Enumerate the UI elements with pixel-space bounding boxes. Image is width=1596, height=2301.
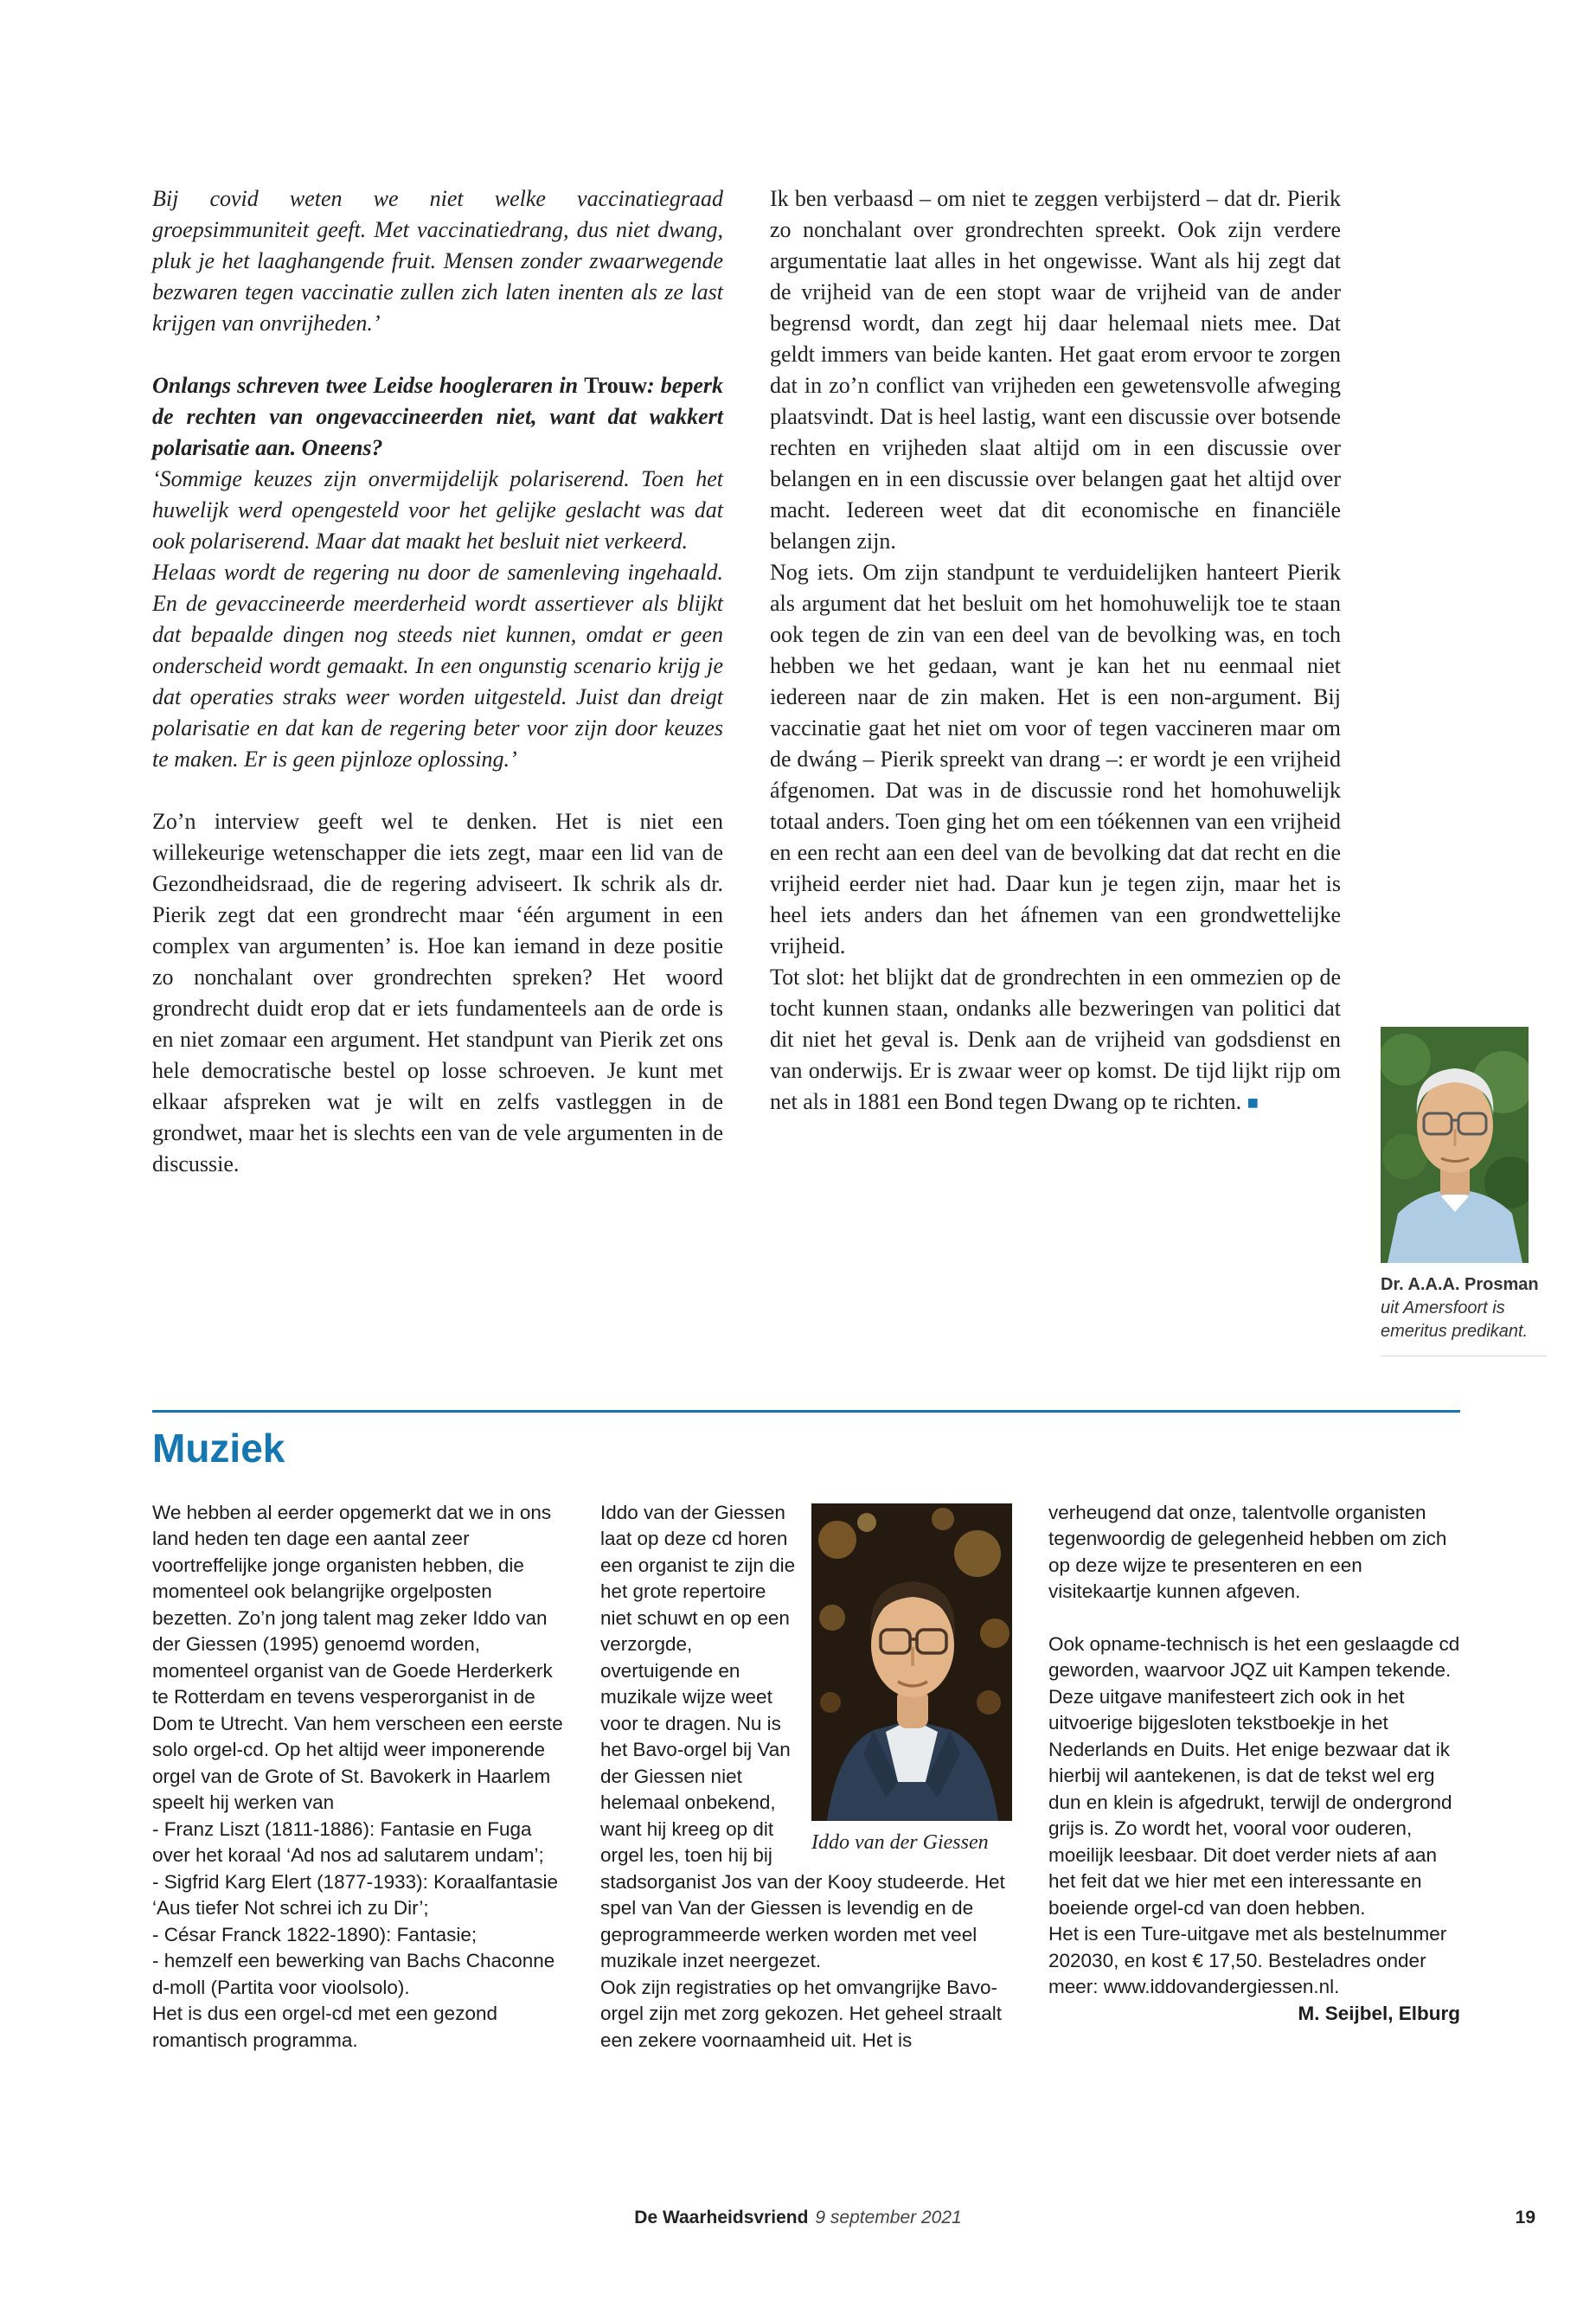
article-column-right [770, 183, 1341, 1118]
prosman-photo [1381, 1027, 1529, 1263]
section-muziek [152, 1410, 1460, 2054]
work-list-item: - César Franck 1822-1890): Fantasie; [152, 1923, 478, 1945]
bold-intro-paragraph [152, 370, 723, 464]
author-portrait-figure [1381, 1027, 1547, 1356]
body-paragraph-1: Zo’n interview geeft wel te denken. Het is niet een willekeurige wetenschapper die iets zegt, maar een lid van de Gezondheidsraad, die de regering adviseert. Ik schrik als dr. Pierik zegt dat een grondrecht maar ‘één argument in een complex van argumenten’ is. Hoe kan iemand in deze positie zo nonchalant over grondrechten spreken? Het woord grondrecht duidt erop dat er iets fundamenteels aan de orde is en niet zomaar een argument. Het standpunt van Pierik zet ons hele democratische bestel op losse schroeven. Je kunt met elkaar afspreken wat je wilt en zelfs vastleggen in de grondwet, maar het is slechts een van de vele argumenten in de discussie. [152, 809, 723, 1176]
section-title: Muziek [152, 1426, 285, 1471]
footer-masthead [0, 2208, 1596, 2228]
muziek-column-1 [152, 1500, 564, 2054]
muziek-column-3 [1048, 1500, 1460, 2054]
body-paragraph-3: Nog iets. Om zijn standpunt te verduidelijken hanteert Pierik als argument dat het besluit om het homohuwelijk toe te staan ook tegen de zin van een deel van de bevolking was, en toch hebben we het gedaan, want je kan het nu eenmaal niet iedereen naar de zin maken. Het is een non-argument. Bij vaccinatie gaat het niet om voor of tegen vaccineren maar om de dwáng – Pierik spreekt van drang –: er wordt je een vrijheid áfgenomen. Dat was in de discussie rond het homohuwelijk totaal anders. Toen ging het om een tóékennen van een vrijheid en een recht aan een deel van de bevolking dat dat recht en die vrijheid eerder niet had. Daar kun je tegen zijn, maar het is heel iets anders dan het áfnemen van een grondwettelijke vrijheid. [770, 560, 1341, 958]
magazine-title: De Waarheidsvriend [634, 2208, 809, 2227]
review-byline: M. Seijbel, Elburg [1298, 2002, 1460, 2024]
page-footer [0, 2208, 1596, 2242]
muziek-col3-paragraph-1: verheugend dat onze, talentvolle organisten tegenwoordig de gelegenheid hebben om zich op deze wijze te presenteren en een visitekaartje kunnen afgeven. [1048, 1501, 1447, 1603]
muziek-intro: We hebben al eerder opgemerkt dat we in ons land heden ten dage een aantal zeer voortreffelijke jonge organisten hebben, die momenteel ook belangrijke orgelposten bezetten. Zo’n jong talent mag zeker Iddo van der Giessen (1995) genoemd worden, momenteel organist van de Goede Herderkerk te Rotterdam en tevens vesperorganist in de Dom te Utrecht. Van hem verscheen een eerste solo orgel-cd. Op het altijd weer imponerende orgel van de Grote of St. Bavokerk in Haarlem speelt hij werken van [152, 1501, 563, 1814]
muziek-col2-paragraph-1: Iddo van der Giessen laat op deze cd horen een organist te zijn die het grote repertoire niet schuwt en op een verzorgde, overtuigende en muzikale wijze weet voor te dragen. Nu is het Bavo-orgel bij Van der Giessen niet helemaal onbekend, want hij kreeg op dit orgel les, toen hij bij stadsorganist Jos van der Kooy studeerde. Het spel van Van der Giessen is levendig en de geprogrammeerde werken worden met veel muzikale inzet neergezet. [600, 1501, 1005, 1972]
page-number: 19 [1515, 2208, 1535, 2227]
quote-paragraph-b: Helaas wordt de regering nu door de samenleving ingehaald. En de gevaccineerde meerderheid wordt assertiever als blijkt dat bepaalde dingen nog steeds niet kunnen, omdat er geen onderscheid wordt gemaakt. In een ongunstig scenario krijg je dat operaties straks weer worden uitgesteld. Juist dan dreigt polarisatie en dat kan de regering beter voor zijn door keuzes te maken. Er is geen pijnloze oplossing.’ [152, 560, 723, 772]
body-paragraph-4 [770, 962, 1341, 1118]
author-name: Dr. A.A.A. Prosman [1381, 1275, 1539, 1294]
muziek-column-2 [600, 1500, 1012, 2054]
issue-date: 9 september 2021 [815, 2208, 962, 2227]
quote-paragraph-a: ‘Sommige keuzes zijn onvermijdelijk polariserend. Toen het huwelijk werd opengesteld voor het gelijke geslacht was dat ook polariserend. Maar dat maakt het besluit niet verkeerd. [152, 466, 723, 554]
work-list-item: - hemzelf een bewerking van Bachs Chaconne d-moll (Partita voor vioolsolo). [152, 1950, 555, 1998]
body-paragraph-2: Ik ben verbaasd – om niet te zeggen verbijsterd – dat dr. Pierik zo nonchalant over grondrechten spreekt. Ook zijn verdere argumentatie laat alles in het ongewisse. Want als hij zegt dat de vrijheid van de een stopt waar de vrijheid van de ander begrensd wordt, dan zegt hij daar helemaal niets mee. Dat geldt immers van beide kanten. Het gaat erom ervoor te zorgen dat in zo’n conflict van vrijheden een gewetensvolle afweging plaatsvindt. Dat is heel lastig, want een discussie over botsende rechten en vrijheden slaat altijd om in een discussie over belangen en in een discussie over belangen gaat het altijd over macht. Iedereen weet dat dit economische en financiële belangen zijn. [770, 186, 1341, 554]
bold-intro-post: : beperk de rechten van ongevaccineerden niet, want dat wakkert polarisatie aan. Oneens? [152, 373, 723, 460]
article-end-mark-icon: ■ [1247, 1092, 1259, 1113]
work-list-item: - Sigfrid Karg Elert (1877-1933): Koraalfantasie ‘Aus tiefer Not schrei ich zu Dir’; [152, 1870, 558, 1920]
author-caption [1381, 1273, 1547, 1356]
author-description: uit Amersfoort is emeritus predikant. [1381, 1298, 1529, 1341]
muziek-col3-paragraph-3: Het is een Ture-uitgave met als bestelnummer 202030, en kost € 17,50. Besteladres onder meer: www.iddovandergiessen.nl. [1048, 1923, 1447, 1998]
muziek-columns [152, 1500, 1460, 2054]
bold-intro-pre: Onlangs schreven twee Leidse hoogleraren in [152, 373, 585, 398]
organist-photo-figure [811, 1503, 1012, 1856]
section-divider [152, 1410, 1460, 1413]
iddo-photo [811, 1503, 1012, 1821]
closing-text: Tot slot: het blijkt dat de grondrechten in een ommezien op de tocht kunnen staan, ondanks alle bezweringen van politici dat dit niet het geval is. Denk aan de vrijheid van godsdienst en van onderwijs. Er is zwaar weer op komst. De tijd lijkt rijp om net als in 1881 een Bond tegen Dwang op te richten. [770, 965, 1341, 1114]
article-column-left [152, 183, 723, 1180]
trouw-title: Trouw [584, 373, 647, 398]
muziek-col1-closing: Het is dus een orgel-cd met een gezond romantisch programma. [152, 2003, 497, 2051]
work-list-item: - Franz Liszt (1811-1886): Fantasie en Fuga over het koraal ‘Ad nos ad salutarem undam’; [152, 1817, 544, 1867]
organist-photo-caption: Iddo van der Giessen [811, 1830, 989, 1854]
muziek-col3-paragraph-2: Ook opname-technisch is het een geslaagde cd geworden, waarvoor JQZ uit Kampen tekende. Deze uitgave manifesteert zich ook in het uitvoerige bijgesloten tekstboekje in het Nederlands en Duits. Het enige bezwaar dat ik hierbij wil aantekenen, is dat de tekst wel erg dun en klein is afgedrukt, terwijl de ondergrond grijs is. Zo wordt het, vooral voor ouderen, moeilijk leesbaar. Dit doet verder niets af aan het feit dat we hier met een interessante en boeiende orgel-cd van doen hebben. [1048, 1632, 1460, 1919]
muziek-col2-paragraph-2: Ook zijn registraties op het omvangrijke Bavo-orgel zijn met zorg gekozen. Het geheel straalt een zekere voornaamheid uit. Het is [600, 1976, 1002, 2051]
quote-intro-paragraph: Bij covid weten we niet welke vaccinatiegraad groepsimmuniteit geeft. Met vaccinatiedrang, dus niet dwang, pluk je het laaghangende fruit. Mensen zonder zwaarwegende bezwaren tegen vaccinatie zullen zich laten inenten als ze last krijgen van onvrijheden.’ [152, 186, 723, 336]
